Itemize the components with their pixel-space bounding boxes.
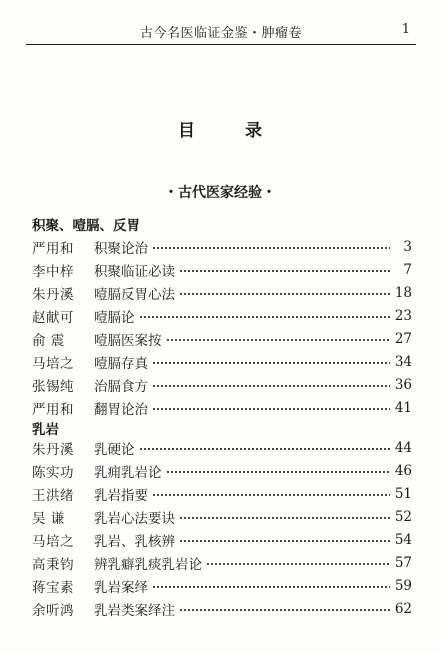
- dot-leader: [152, 379, 390, 391]
- entry-title: 乳岩、乳核辨: [94, 534, 175, 550]
- entry-author: 高秉钧: [32, 557, 74, 573]
- entry-title: 噎膈医案按: [94, 333, 162, 349]
- entry-page: 23: [394, 308, 412, 324]
- entry-title: 翻胃论治: [94, 402, 148, 418]
- entry-page: 41: [394, 400, 412, 416]
- dot-leader: [166, 465, 391, 477]
- entry-author: 马培之: [32, 534, 74, 550]
- toc-entry[interactable]: [32, 282, 412, 304]
- entry-title: 噎膈反胃心法: [94, 287, 175, 303]
- book-title: 古今名医临证金鉴・肿瘤卷: [139, 26, 302, 41]
- toc-entry[interactable]: [32, 552, 412, 574]
- entry-page: 34: [394, 354, 412, 370]
- dot-leader: [179, 287, 390, 299]
- running-header: [26, 22, 416, 42]
- toc-entry[interactable]: [32, 506, 412, 528]
- dot-leader: [139, 310, 391, 322]
- entry-page: 59: [394, 578, 412, 594]
- entry-author: 张锡纯: [32, 379, 74, 395]
- entry-title: 乳岩指要: [94, 488, 148, 504]
- entry-title: 噎膈论: [94, 310, 135, 326]
- entry-author: 陈实功: [32, 465, 74, 481]
- entry-author: 朱丹溪: [32, 442, 74, 458]
- entry-title: 噎膈存真: [94, 356, 148, 372]
- toc-entry[interactable]: [32, 598, 412, 620]
- toc-entry[interactable]: [32, 529, 412, 551]
- entry-title: 乳痈乳岩论: [94, 465, 162, 481]
- entry-author: 严用和: [32, 402, 74, 418]
- entry-title: 乳硬论: [94, 442, 135, 458]
- entry-title: 乳岩心法要诀: [94, 511, 175, 527]
- entry-page: 7: [403, 262, 412, 278]
- entry-page: 46: [394, 463, 412, 479]
- entry-page: 44: [394, 440, 412, 456]
- entry-title: 积聚论治: [94, 241, 148, 257]
- entry-author: 赵献可: [32, 310, 74, 326]
- dot-leader: [152, 402, 390, 414]
- entry-author: 严用和: [32, 241, 74, 257]
- entry-page: 52: [394, 509, 412, 525]
- dot-leader: [152, 241, 390, 253]
- toc-entry[interactable]: [32, 259, 412, 281]
- toc-entry[interactable]: [32, 351, 412, 373]
- header-rule: [26, 44, 416, 45]
- toc-entry[interactable]: [32, 374, 412, 396]
- toc-entry[interactable]: [32, 575, 412, 597]
- dot-leader: [179, 534, 390, 546]
- entry-page: 27: [394, 331, 412, 347]
- toc-heading: 目 录: [178, 121, 284, 141]
- entry-author: 李中梓: [32, 264, 74, 280]
- dot-leader: [152, 488, 390, 500]
- toc-entry[interactable]: [32, 437, 412, 459]
- entry-author: 吴 谦: [32, 511, 65, 527]
- toc-entry[interactable]: [32, 305, 412, 327]
- entry-title: 乳岩类案绎注: [94, 603, 175, 619]
- entry-page: 18: [394, 285, 412, 301]
- page-number: 1: [401, 22, 410, 37]
- entry-title: 治膈食方: [94, 379, 148, 395]
- category-heading: 积聚、噎膈、反胃: [32, 218, 140, 234]
- dot-leader: [179, 603, 390, 615]
- entry-page: 36: [394, 377, 412, 393]
- entry-page: 57: [394, 555, 412, 571]
- toc-entry[interactable]: [32, 460, 412, 482]
- entry-author: 俞 震: [32, 333, 65, 349]
- entry-author: 马培之: [32, 356, 74, 372]
- toc-entry[interactable]: [32, 236, 412, 258]
- toc-entry[interactable]: [32, 328, 412, 350]
- entry-page: 54: [394, 532, 412, 548]
- entry-page: 62: [394, 601, 412, 617]
- dot-leader: [152, 356, 390, 368]
- dot-leader: [139, 442, 391, 454]
- entry-title: 乳岩案绎: [94, 580, 148, 596]
- dot-leader: [166, 333, 391, 345]
- dot-leader: [179, 264, 390, 276]
- entry-page: 51: [394, 486, 412, 502]
- entry-author: 王洪绪: [32, 488, 74, 504]
- toc-entry[interactable]: [32, 483, 412, 505]
- entry-title: 积聚临证必读: [94, 264, 175, 280]
- dot-leader: [179, 511, 390, 523]
- entry-title: 辨乳癖乳痰乳岩论: [94, 557, 202, 573]
- dot-leader: [152, 580, 390, 592]
- entry-author: 蒋宝素: [32, 580, 74, 596]
- section-title: ・古代医家经验・: [164, 185, 276, 201]
- entry-author: 余听鸿: [32, 603, 74, 619]
- category-heading: 乳岩: [32, 422, 59, 438]
- toc-entry[interactable]: [32, 397, 412, 419]
- entry-author: 朱丹溪: [32, 287, 74, 303]
- dot-leader: [206, 557, 390, 569]
- entry-page: 3: [403, 239, 412, 255]
